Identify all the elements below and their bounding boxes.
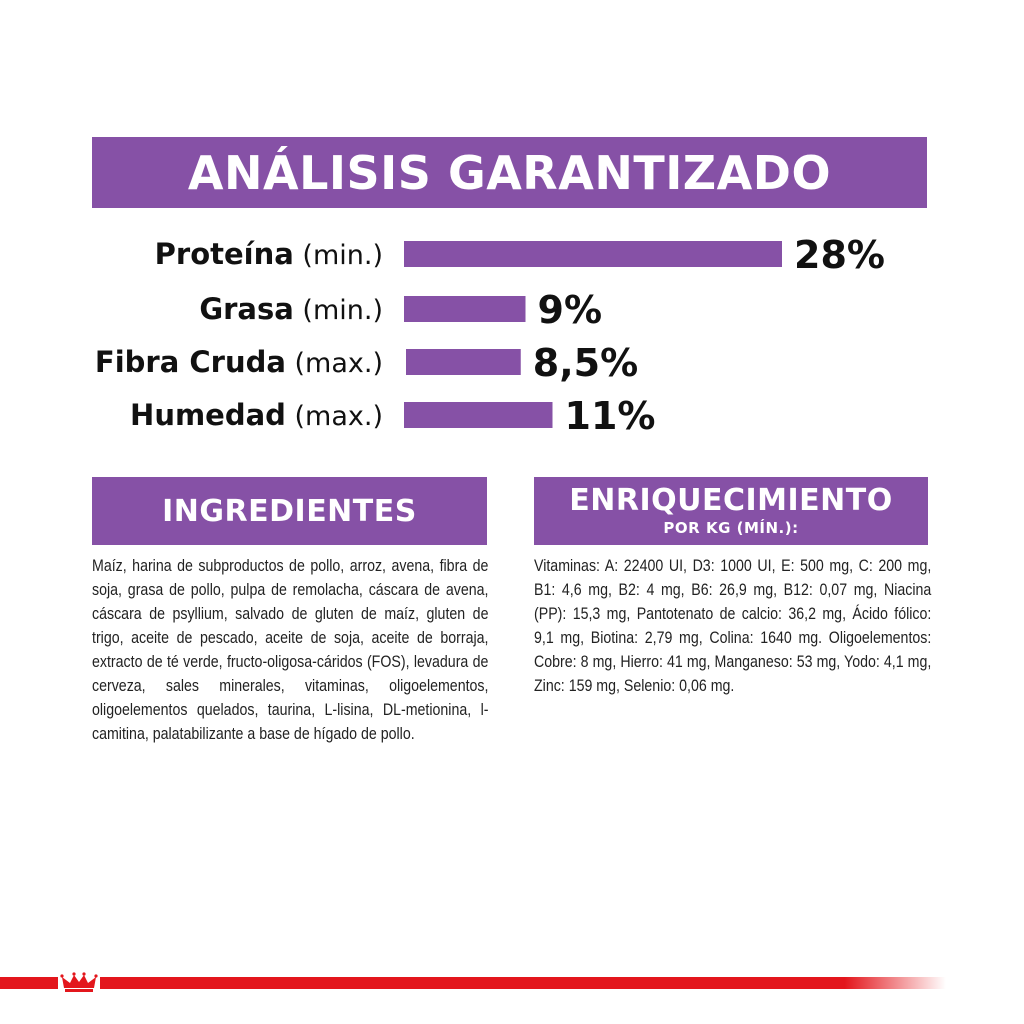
crown-logo-icon	[60, 972, 98, 994]
category-label: Grasa (min.)	[199, 292, 383, 326]
category-label: Fibra Cruda (max.)	[94, 345, 383, 379]
enrichment-heading: ENRIQUECIMIENTO	[569, 483, 893, 518]
bar	[406, 349, 521, 375]
category-label: Proteína (min.)	[154, 237, 383, 271]
bar	[404, 241, 782, 267]
ingredients-text: Maíz, harina de subproductos de pollo, arroz, avena, fibra de soja, grasa de pollo, pulpa de remolacha, cáscara de avena, cáscara de psyllium, salvado de gluten de maíz, gluten de trigo, aceite de pescado, aceite de soja, aceite de borraja, extracto de té verde, fructo-oligosa-cáridos (FOS), levadura de cerveza, sales minerales, vitaminas, oligoelementos, oligoelementos quelados, taurina, L-lisina, DL-metionina, l-camitina, palatabilizante a base de hígado de pollo.	[92, 557, 489, 743]
bar	[404, 402, 553, 428]
value-label: 9%	[537, 288, 603, 332]
ingredients-heading: INGREDIENTES	[162, 493, 417, 529]
value-label: 28%	[794, 233, 885, 277]
title-banner	[92, 137, 927, 208]
page-title: ANÁLISIS GARANTIZADO	[187, 145, 832, 200]
enrichment-subheading: POR KG (MÍN.):	[663, 519, 799, 537]
value-label: 11%	[564, 394, 656, 438]
bar	[404, 296, 526, 322]
footer-stripe-left	[0, 977, 58, 989]
value-label: 8,5%	[532, 341, 639, 385]
category-label: Humedad (max.)	[130, 398, 383, 432]
guaranteed-analysis-chart	[0, 225, 1024, 440]
ingredients-banner	[92, 477, 487, 545]
footer-stripe	[100, 977, 946, 989]
enrichment-banner	[534, 477, 928, 545]
enrichment-text: Vitaminas: A: 22400 UI, D3: 1000 UI, E: 500 mg, C: 200 mg, B1: 4,6 mg, B2: 4 mg, B6: 26,9 mg, B12: 0,07 mg, Niacina (PP): 15,3 mg, Pantotenato de calcio: 36,2 mg, Ácido fólico: 9,1 mg, Biotina: 2,79 mg, Colina: 1640 mg. Oligoelementos: Cobre: 8 mg, Hierro: 41 mg, Manganeso: 53 mg, Yodo: 4,1 mg, Zinc: 159 mg, Selenio: 0,06 mg.	[534, 557, 932, 695]
